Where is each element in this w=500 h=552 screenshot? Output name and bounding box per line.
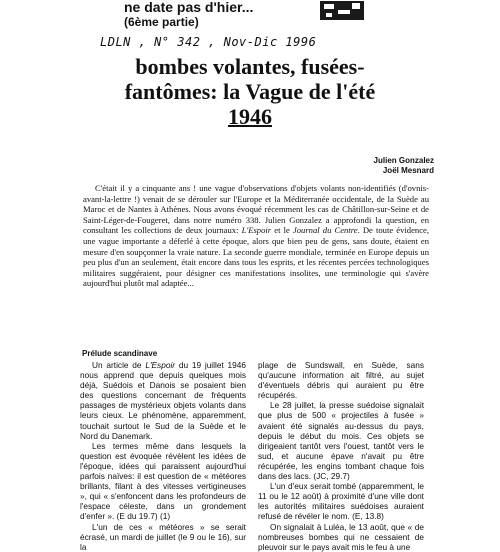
column-left-paragraph-3: L'un de ces « météores » se serait écrasé, un mardi de juillet (le 9 ou le 16), sur la bbox=[80, 521, 246, 552]
intro-journal-1: L'Espoir bbox=[241, 225, 272, 236]
author-2: Joël Mesnard bbox=[382, 166, 434, 175]
column-left bbox=[80, 360, 246, 552]
intro-text-post: . De toute évidence, une vague importante a déferlé à cette époque, alors que bien peu de gens, sans doute, étaient en mesure d'en soupçonner la vraie nature. La seconde guerre mondiale, terminée en Europe depuis un peu plus d'un an seulement, était encore dans tous les esprits, et les récentes percées technologiques militaires suggéraient, pour désigner ces manifestations insolites, une terminologie qui s'avère aujourd'hui plutôt mal adaptée... bbox=[83, 225, 429, 289]
handwritten-reference: LDLN , N° 342 , Nov-Dic 1996 bbox=[100, 35, 317, 49]
column-right bbox=[258, 360, 424, 552]
column-right-paragraph-3: L'un d'eux serait tombé (apparemment, le 11 ou le 12 août) à proximité d'une ville dont les autorités militaires suédoises auraient refusé de révéler le nom. (E, 13.8) bbox=[258, 481, 424, 522]
stamp-mark bbox=[318, 0, 366, 22]
column-right-paragraph-2: Le 28 juillet, la presse suédoise signalait que plus de 500 « projectiles à fusée » avaient été signalés au-dessus du pays, depuis le début du mois. Ces objets se dirigeaient tantôt vers l'ouest, tantôt vers le sud, et aucune épave n'avait pu être récupérée, les engins tombant chaque fois dans des lacs. (JC, 29.7) bbox=[258, 400, 424, 482]
title-year-text: 1946 bbox=[228, 104, 272, 129]
col1-p1-pre: Un article de bbox=[92, 360, 146, 370]
col1-p1-journal: L'Espoir bbox=[145, 360, 176, 370]
section-heading: Prélude scandinave bbox=[82, 349, 158, 358]
intro-text-mid: et le bbox=[271, 225, 293, 236]
title-year bbox=[0, 104, 500, 129]
column-right-paragraph-4: On signalait à Luléa, le 13 août, que « de nombreuses bombes qui ne cessaient de pleuvoir sur le pays avait mis le feu à une bbox=[258, 521, 424, 552]
title-line-2: fantômes: la Vague de l'été bbox=[124, 79, 376, 104]
author-1: Julien Gonzalez bbox=[373, 156, 434, 165]
intro-paragraph bbox=[83, 183, 429, 289]
series-part: (6ème partie) bbox=[124, 15, 199, 29]
column-left-paragraph-1 bbox=[80, 360, 246, 441]
column-left-paragraph-2: Les termes même dans lesquels la question est évoquée révèlent les idées de l'époque, idées qui paraissent aujourd'hui parfois naïves: il est question de « météores brillants, filant à des vitesses vertigineuses », qui « s'enfoncent dans les profondeurs de l'espace céleste, dans un grondement d'enfer ». (E du 19.7) (1) bbox=[80, 440, 246, 522]
column-right-paragraph-1: plage de Sundswall, en Suède, sans qu'aucune information ait filtré, au sujet d'éventuels débris qui auraient pu être récupérés. bbox=[258, 360, 424, 401]
series-title: ne date pas d'hier... bbox=[124, 0, 254, 15]
title-line-1: bombes volantes, fusées- bbox=[135, 54, 365, 79]
col1-p1-post: du 19 juillet 1946 nous apprend que depuis quelques mois déjà, Suédois et Danois se posaient bien des questions concernant de fréquents passages de mystérieux objets volants dans leurs cieux. Le phénomène, apparemment, touchait surtout le Sud de la Suède et le Nord du Danemark. bbox=[80, 360, 246, 441]
intro-journal-2: Journal du Centre bbox=[292, 225, 358, 236]
intro-text-pre: C'était il y a cinquante ans ! une vague d'observations d'objets volants non-identifiés (d'ovnis-avant-la-lettre !) venait de se dérouler sur l'Europe et la Méditerranée occidentale, de la Suède au Maroc et de Nantes à Athènes. Nous avons évoqué récemment les cas de Châtillon-sur-Seine et de Saint-Léger-de-Fougeret, dans notre numéro 338. Julien Gonzalez a approfondi la question, en consultant les collections de deux journaux: bbox=[83, 183, 429, 236]
series-header bbox=[124, 0, 253, 30]
